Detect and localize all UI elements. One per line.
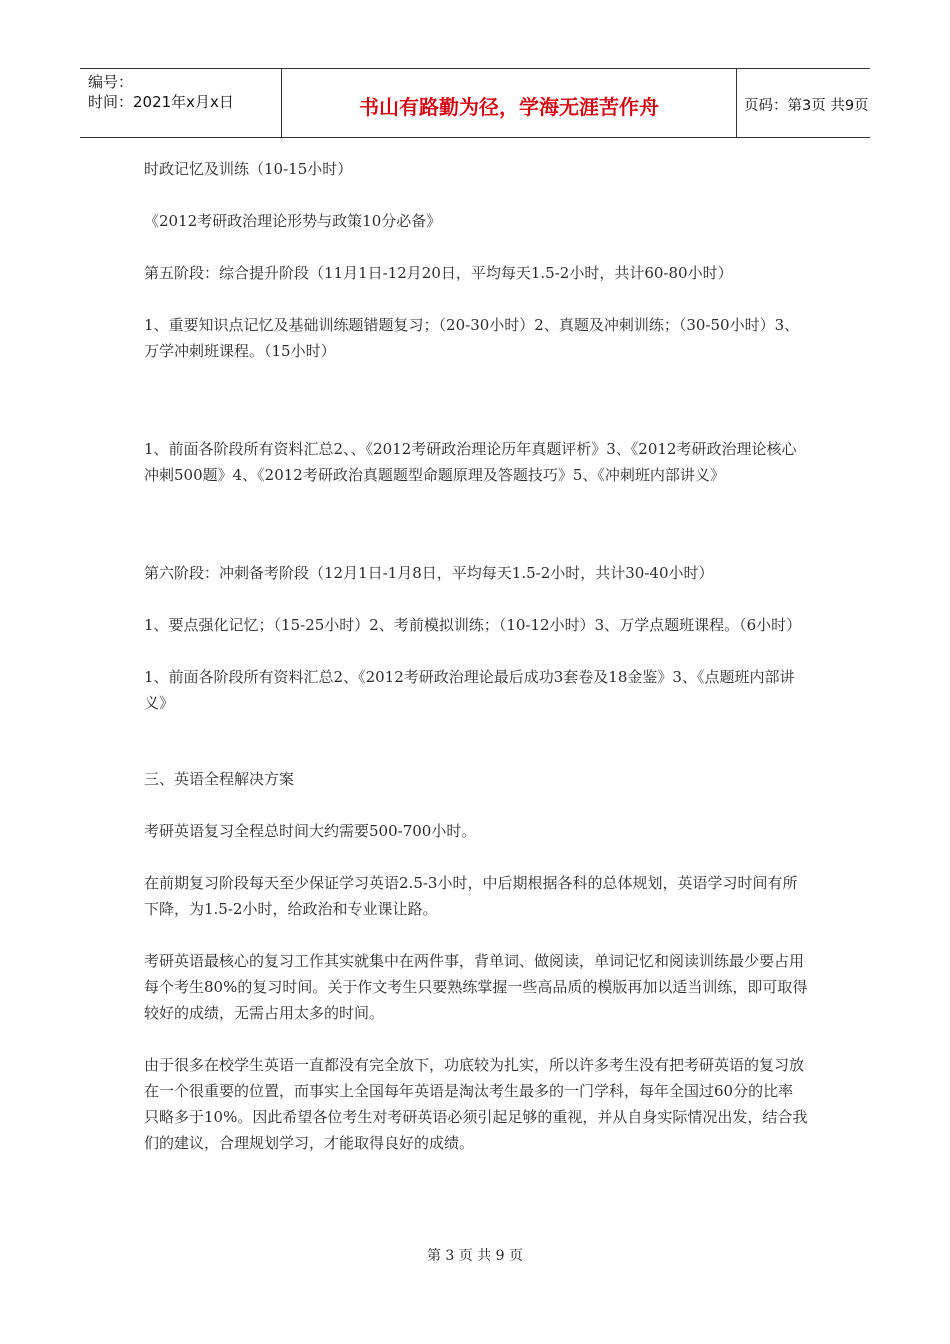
header-meta-cell (80, 69, 281, 137)
page-footer: 第 3 页 共 9 页 (426, 1248, 524, 1264)
paragraph-stage-six-tasks: 1、要点强化记忆；（15-25小时）2、考前模拟训练；（10-12小时）3、万学点题班课程。（6小时） (144, 616, 802, 634)
header-page-cell (736, 69, 870, 137)
document-header (80, 68, 870, 138)
paragraph-english-importance: 由于很多在校学生英语一直都没有完全放下，功底较为扎实，所以许多考生没有把考研英语的复习放在一个很重要的位置，而事实上全国每年英语是淘汰考生最多的一门学科，每年全国过60分的比率只略多于10%。因此希望各位考生对考研英语必须引起足够的重视，并从自身实际情况出发，结合我们的建议，合理规划学习，才能取得良好的成绩。 (144, 1056, 808, 1152)
paragraph-english-core-work: 考研英语最核心的复习工作其实就集中在两件事，背单词、做阅读，单词记忆和阅读训练最少要占用每个考生80%的复习时间。关于作文考生只要熟练掌握一些高品质的模版再加以适当训练，即可取得较好的成绩，无需占用太多的时间。 (144, 952, 808, 1022)
document-number-label: 编号： (88, 73, 134, 91)
section-heading-english: 三、英语全程解决方案 (144, 770, 295, 788)
header-page-info: 页码：第3页 共9页 (744, 98, 869, 114)
header-motto-cell (281, 69, 737, 137)
paragraph-stage-six-materials: 1、前面各阶段所有资料汇总2、《2012考研政治理论最后成功3套卷及18金鉴》3、《点题班内部讲义》 (144, 668, 795, 712)
header-motto: 书山有路勤为径，学海无涯苦作舟 (359, 95, 659, 119)
paragraph-english-daily-time: 在前期复习阶段每天至少保证学习英语2.5-3小时，中后期根据各科的总体规划，英语学习时间有所下降，为1.5-2小时，给政治和专业课让路。 (144, 874, 798, 918)
paragraph-stage-five-tasks: 1、重要知识点记忆及基础训练题错题复习；（20-30小时）2、真题及冲刺训练；（30-50小时）3、万学冲刺班课程。（15小时） (144, 316, 800, 360)
paragraph-current-affairs: 时政记忆及训练（10-15小时） (144, 160, 353, 178)
paragraph-stage-five: 第五阶段：综合提升阶段（11月1日-12月20日，平均每天1.5-2小时，共计60-80小时） (144, 264, 733, 282)
paragraph-stage-six: 第六阶段：冲刺备考阶段（12月1日-1月8日，平均每天1.5-2小时，共计30-40小时） (144, 564, 714, 582)
document-body (144, 156, 808, 1156)
paragraph-stage-five-materials: 1、前面各阶段所有资料汇总2、、《2012考研政治理论历年真题评析》3、《2012考研政治理论核心冲刺500题》4、《2012考研政治真题题型命题原理及答题技巧》5、《冲刺班内部讲义》 (144, 440, 797, 484)
document-time-label: 时间：2021年x月x日 (88, 93, 234, 111)
paragraph-english-total-time: 考研英语复习全程总时间大约需要500-700小时。 (144, 822, 477, 840)
paragraph-book-policy: 《2012考研政治理论形势与政策10分必备》 (144, 212, 442, 230)
